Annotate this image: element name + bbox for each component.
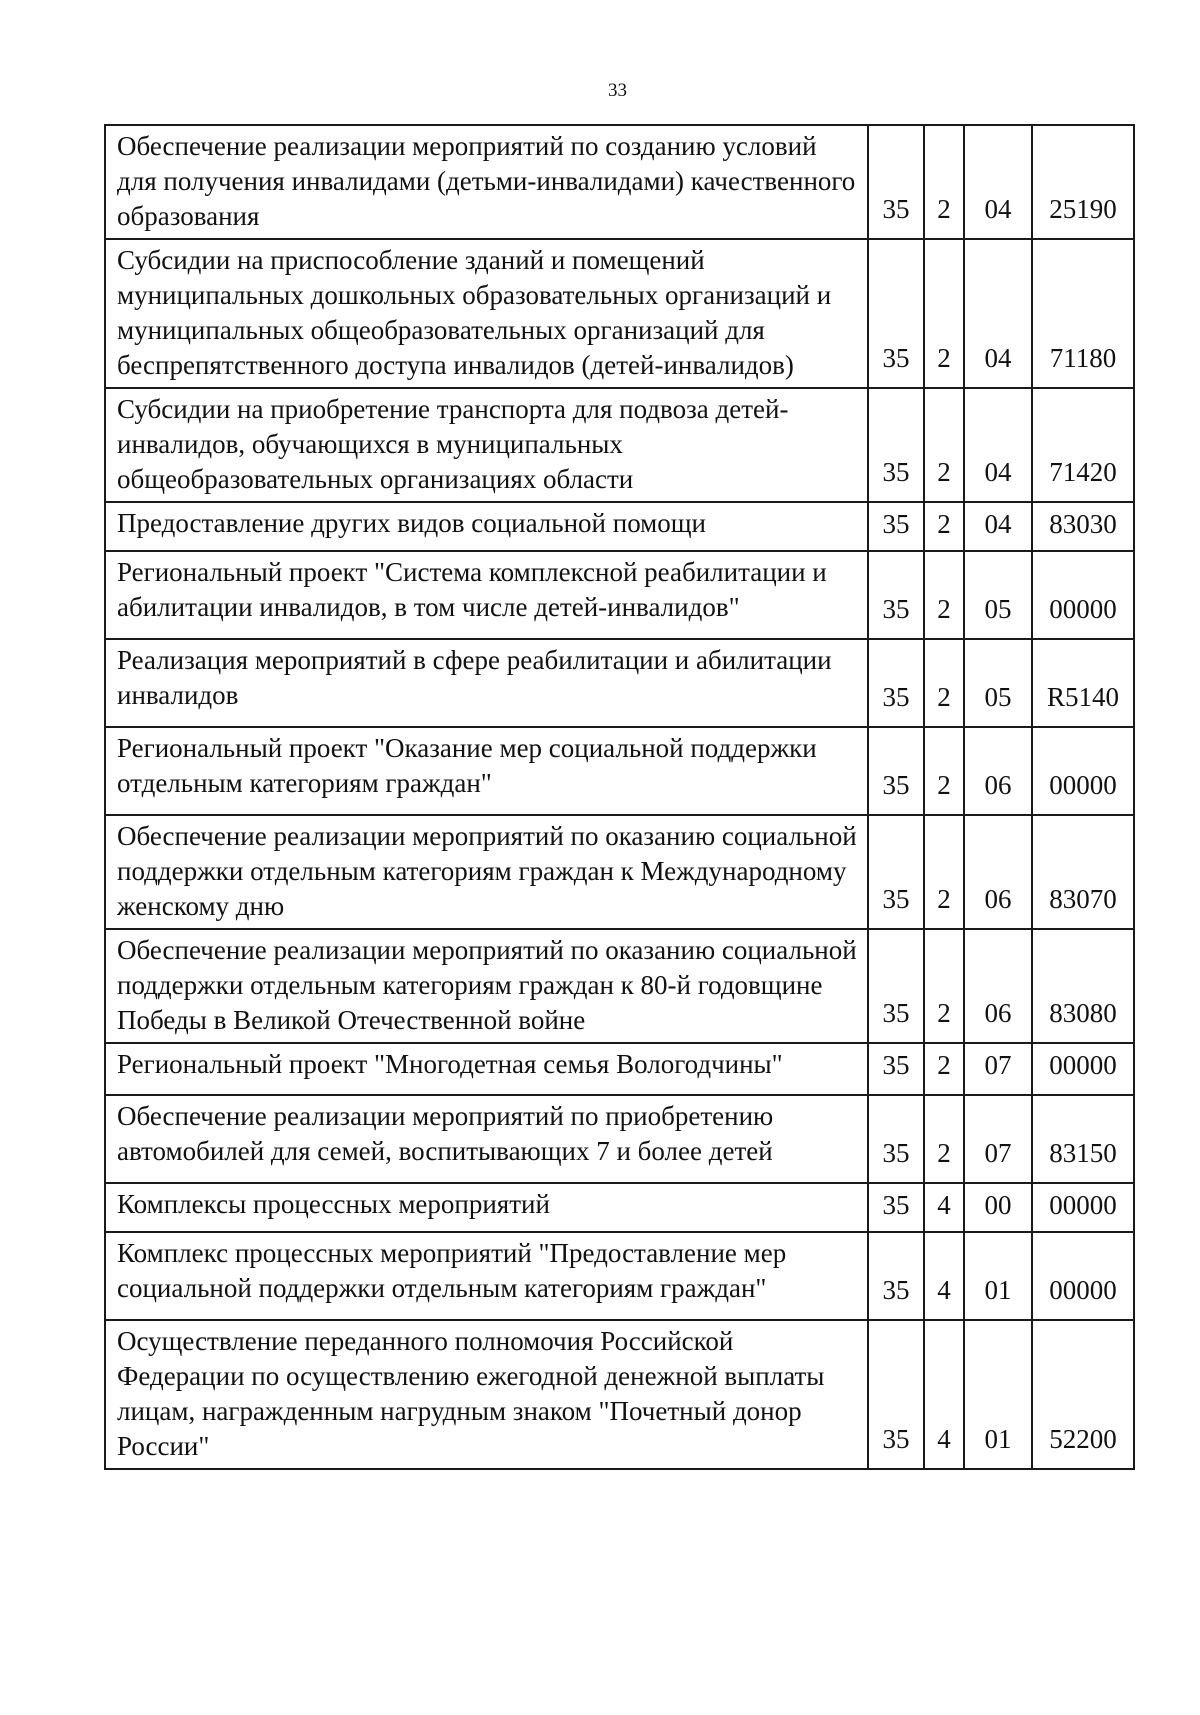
subprogram-code-cell: 2 [924, 551, 964, 639]
program-code-cell: 35 [868, 727, 924, 815]
direction-code-cell: 00000 [1032, 727, 1134, 815]
row-name-cell: Обеспечение реализации мероприятий по оказанию социальной поддержки отдельным категориям граждан к Международному женскому дню [105, 815, 868, 929]
project-code-cell: 06 [964, 815, 1032, 929]
direction-code-cell: 83030 [1032, 502, 1134, 551]
direction-code-cell: 00000 [1032, 1183, 1134, 1232]
project-code-cell: 01 [964, 1232, 1032, 1320]
subprogram-code-cell: 4 [924, 1320, 964, 1469]
project-code-cell: 04 [964, 125, 1032, 239]
subprogram-code-cell: 2 [924, 502, 964, 551]
row-name-cell: Осуществление переданного полномочия Российской Федерации по осуществлению ежегодной денежной выплаты лицам, награжденным нагрудным знаком "Почетный донор России" [105, 1320, 868, 1469]
table-row [105, 1095, 1134, 1183]
table-row [105, 727, 1134, 815]
row-name-cell: Обеспечение реализации мероприятий по приобретению автомобилей для семей, воспитывающих 7 и более детей [105, 1095, 868, 1183]
row-name-cell: Комплексы процессных мероприятий [105, 1183, 868, 1232]
subprogram-code-cell: 2 [924, 727, 964, 815]
project-code-cell: 06 [964, 929, 1032, 1043]
table-row [105, 639, 1134, 727]
table-row [105, 929, 1134, 1043]
project-code-cell: 04 [964, 502, 1032, 551]
row-name-cell: Региональный проект "Оказание мер социальной поддержки отдельным категориям граждан" [105, 727, 868, 815]
direction-code-cell: 25190 [1032, 125, 1134, 239]
project-code-cell: 07 [964, 1043, 1032, 1095]
project-code-cell: 07 [964, 1095, 1032, 1183]
table-row [105, 239, 1134, 388]
table-row [105, 1232, 1134, 1320]
page-number: 33 [608, 80, 627, 101]
direction-code-cell: 00000 [1032, 551, 1134, 639]
direction-code-cell: R5140 [1032, 639, 1134, 727]
subprogram-code-cell: 2 [924, 639, 964, 727]
project-code-cell: 00 [964, 1183, 1032, 1232]
direction-code-cell: 71420 [1032, 388, 1134, 502]
program-code-cell: 35 [868, 815, 924, 929]
row-name-cell: Комплекс процессных мероприятий "Предоставление мер социальной поддержки отдельным категориям граждан" [105, 1232, 868, 1320]
project-code-cell: 06 [964, 727, 1032, 815]
program-code-cell: 35 [868, 929, 924, 1043]
program-code-cell: 35 [868, 1320, 924, 1469]
table-row [105, 1183, 1134, 1232]
table-body [105, 125, 1134, 1469]
row-name-cell: Субсидии на приобретение транспорта для подвоза детей-инвалидов, обучающихся в муниципальных общеобразовательных организациях области [105, 388, 868, 502]
direction-code-cell: 00000 [1032, 1043, 1134, 1095]
program-code-cell: 35 [868, 388, 924, 502]
project-code-cell: 04 [964, 388, 1032, 502]
table-row [105, 1320, 1134, 1469]
program-code-cell: 35 [868, 1232, 924, 1320]
subprogram-code-cell: 4 [924, 1232, 964, 1320]
direction-code-cell: 00000 [1032, 1232, 1134, 1320]
direction-code-cell: 83080 [1032, 929, 1134, 1043]
program-code-cell: 35 [868, 1095, 924, 1183]
table-row [105, 551, 1134, 639]
budget-classification-table [104, 124, 1135, 1470]
row-name-cell: Региональный проект "Многодетная семья Вологодчины" [105, 1043, 868, 1095]
row-name-cell: Субсидии на приспособление зданий и помещений муниципальных дошкольных образовательных организаций и муниципальных общеобразовательных организаций для беспрепятственного доступа инвалидов (детей-инвалидов) [105, 239, 868, 388]
project-code-cell: 05 [964, 551, 1032, 639]
direction-code-cell: 52200 [1032, 1320, 1134, 1469]
subprogram-code-cell: 2 [924, 239, 964, 388]
subprogram-code-cell: 2 [924, 1095, 964, 1183]
subprogram-code-cell: 2 [924, 815, 964, 929]
program-code-cell: 35 [868, 502, 924, 551]
table-row [105, 1043, 1134, 1095]
row-name-cell: Реализация мероприятий в сфере реабилитации и абилитации инвалидов [105, 639, 868, 727]
subprogram-code-cell: 2 [924, 388, 964, 502]
subprogram-code-cell: 4 [924, 1183, 964, 1232]
table-row [105, 125, 1134, 239]
subprogram-code-cell: 2 [924, 1043, 964, 1095]
direction-code-cell: 71180 [1032, 239, 1134, 388]
program-code-cell: 35 [868, 125, 924, 239]
project-code-cell: 01 [964, 1320, 1032, 1469]
row-name-cell: Предоставление других видов социальной помощи [105, 502, 868, 551]
direction-code-cell: 83150 [1032, 1095, 1134, 1183]
program-code-cell: 35 [868, 1043, 924, 1095]
row-name-cell: Обеспечение реализации мероприятий по созданию условий для получения инвалидами (детьми-инвалидами) качественного образования [105, 125, 868, 239]
program-code-cell: 35 [868, 1183, 924, 1232]
row-name-cell: Обеспечение реализации мероприятий по оказанию социальной поддержки отдельным категориям граждан к 80-й годовщине Победы в Великой Отечественной войне [105, 929, 868, 1043]
project-code-cell: 04 [964, 239, 1032, 388]
table-row [105, 815, 1134, 929]
subprogram-code-cell: 2 [924, 929, 964, 1043]
program-code-cell: 35 [868, 639, 924, 727]
table-row [105, 388, 1134, 502]
row-name-cell: Региональный проект "Система комплексной реабилитации и абилитации инвалидов, в том числе детей-инвалидов" [105, 551, 868, 639]
program-code-cell: 35 [868, 239, 924, 388]
project-code-cell: 05 [964, 639, 1032, 727]
program-code-cell: 35 [868, 551, 924, 639]
table-row [105, 502, 1134, 551]
subprogram-code-cell: 2 [924, 125, 964, 239]
direction-code-cell: 83070 [1032, 815, 1134, 929]
